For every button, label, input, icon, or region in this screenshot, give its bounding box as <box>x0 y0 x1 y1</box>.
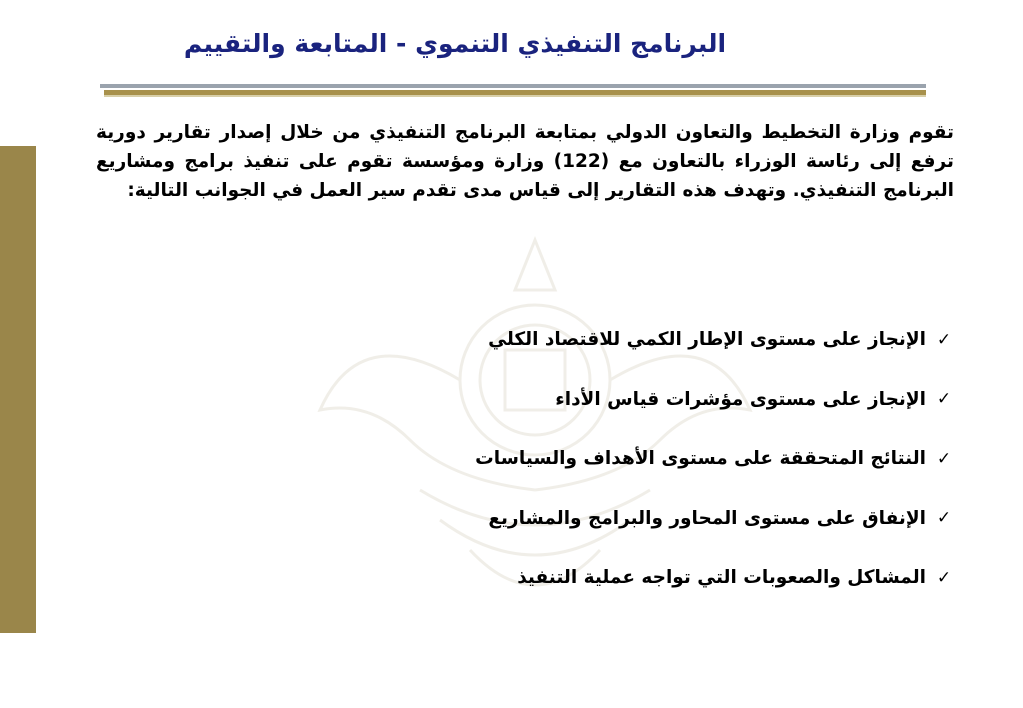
check-icon: ✓ <box>936 448 952 469</box>
intro-paragraph: تقوم وزارة التخطيط والتعاون الدولي بمتابعة البرنامج التنفيذي من خلال إصدار تقارير دورية ترفع إلى رئاسة الوزراء بالتعاون مع (122) وزارة ومؤسسة تقوم على تنفيذ برامج ومشاريع البرنامج التنفيذي. وتهدف هذه التقارير إلى قياس مدى تقدم سير العمل في الجوانب التالية: <box>96 122 954 201</box>
bullet-item <box>254 558 954 597</box>
bullet-text: النتائج المتحققة على مستوى الأهداف والسياسات <box>475 448 926 469</box>
bullet-text: الإنجاز على مستوى الإطار الكمي للاقتصاد الكلي <box>488 329 926 350</box>
slide-title: البرنامج التنفيذي التنموي - المتابعة والتقييم <box>183 29 727 58</box>
title-divider-shadow <box>104 95 926 97</box>
check-icon: ✓ <box>936 567 952 588</box>
side-accent-bar <box>0 146 36 633</box>
check-icon: ✓ <box>936 508 952 528</box>
bullet-item <box>254 380 954 419</box>
bullet-text: الإنفاق على مستوى المحاور والبرامج والمشاريع <box>488 507 926 529</box>
check-icon: ✓ <box>936 329 952 350</box>
bullet-text: المشاكل والصعوبات التي تواجه عملية التنفيذ <box>517 567 926 588</box>
check-icon: ✓ <box>936 389 952 409</box>
title-divider-grey <box>100 84 926 88</box>
bullet-text: الإنجاز على مستوى مؤشرات قياس الأداء <box>555 388 926 410</box>
bullet-item <box>254 439 954 478</box>
bullet-item <box>254 499 954 538</box>
bullet-item <box>254 320 954 359</box>
bullet-list <box>254 320 954 618</box>
